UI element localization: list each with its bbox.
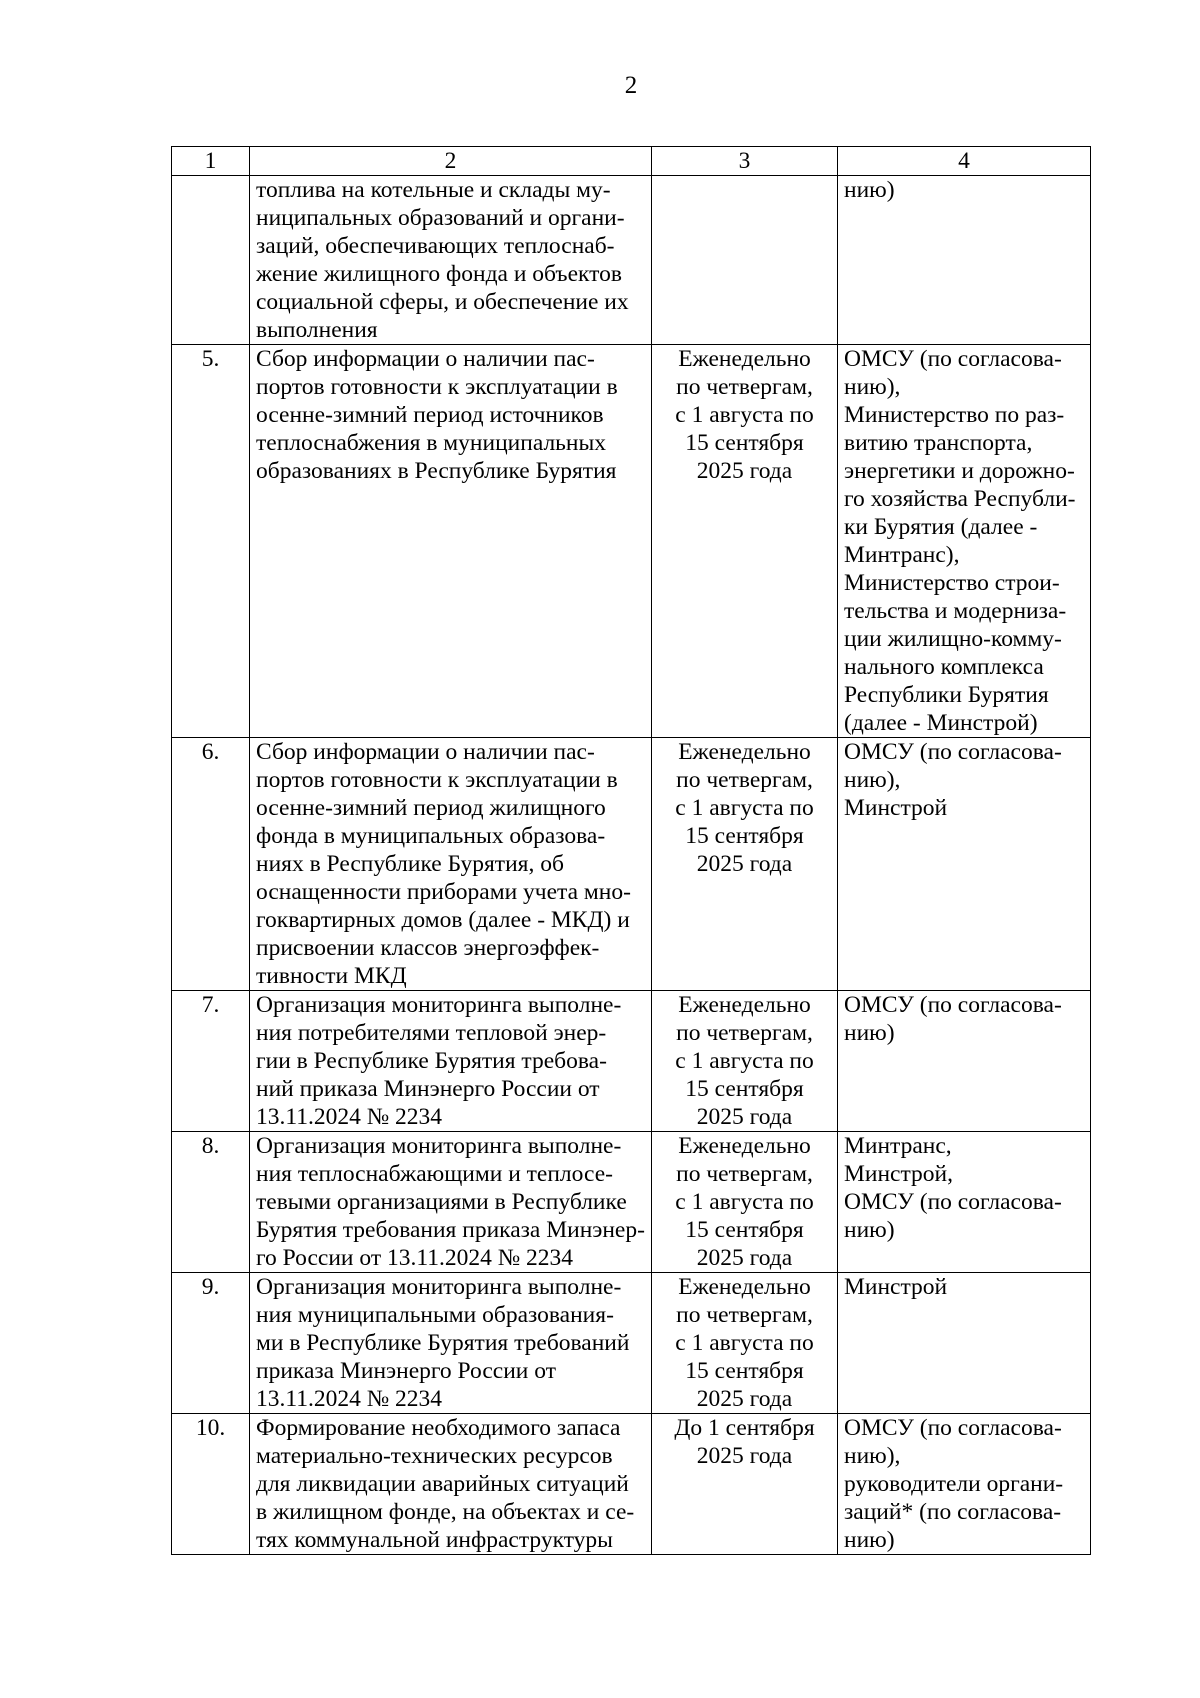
table-row	[172, 1273, 1091, 1414]
task-line: Сбор информации о наличии пас-	[256, 739, 595, 765]
responsible-line: ки Бурятия (далее -	[844, 514, 1038, 540]
responsible-line: ции жилищно-комму-	[844, 626, 1062, 652]
task-line: портов готовности к эксплуатации в	[256, 374, 618, 400]
task-line: Организация мониторинга выполне-	[256, 992, 622, 1018]
row-number-cell	[172, 1414, 250, 1555]
term-line: Еженедельно	[678, 992, 811, 1018]
task-line: фонда в муниципальных образова-	[256, 823, 606, 849]
task-line: тях коммунальной инфраструктуры	[256, 1527, 613, 1553]
row-number-cell	[172, 176, 250, 345]
term-line: 2025 года	[696, 1245, 793, 1271]
task-line: гоквартирных домов (далее - МКД) и	[256, 907, 630, 933]
plan-table-body	[172, 147, 1091, 1555]
row-number: 9.	[201, 1274, 220, 1300]
responsible-line: Минтранс),	[844, 542, 960, 568]
table-row	[172, 345, 1091, 738]
term-cell	[652, 1132, 838, 1273]
task-line: тивности МКД	[256, 963, 407, 989]
row-number-cell	[172, 738, 250, 991]
responsible-line: заций* (по согласова-	[844, 1499, 1062, 1525]
term-cell	[652, 345, 838, 738]
responsible-line: нального комплекса	[844, 654, 1044, 680]
term-line: 2025 года	[696, 1386, 793, 1412]
task-line: образованиях в Республике Бурятия	[256, 458, 617, 484]
row-number-cell	[172, 991, 250, 1132]
responsible-line: нию)	[844, 177, 895, 203]
responsible-cell	[838, 1414, 1091, 1555]
responsible-line: нию)	[844, 1020, 895, 1046]
term-line: 15 сентября	[685, 1217, 804, 1243]
row-number: 6.	[201, 739, 220, 765]
term-cell	[652, 176, 838, 345]
task-line: приказа Минэнерго России от	[256, 1358, 556, 1384]
responsible-line: Министерство по раз-	[844, 402, 1065, 428]
term-line: 15 сентября	[685, 1358, 804, 1384]
term-line: с 1 августа по	[675, 1189, 814, 1215]
task-line: гии в Республике Бурятия требова-	[256, 1048, 607, 1074]
responsible-line: ОМСУ (по согласова-	[844, 1415, 1062, 1441]
task-cell	[250, 738, 652, 991]
term-line: Еженедельно	[678, 1274, 811, 1300]
responsible-line: ОМСУ (по согласова-	[844, 346, 1062, 372]
column-header-1: 1	[172, 147, 250, 176]
task-line: ниципальных образований и органи-	[256, 205, 625, 231]
column-header-4: 4	[838, 147, 1091, 176]
responsible-cell	[838, 1273, 1091, 1414]
task-line: ния потребителями тепловой энер-	[256, 1020, 607, 1046]
task-line: Бурятия требования приказа Минэнер-	[256, 1217, 645, 1243]
plan-table	[171, 146, 1091, 1555]
row-number: 8.	[201, 1133, 220, 1159]
responsible-line: го хозяйства Республи-	[844, 486, 1076, 512]
term-line: Еженедельно	[678, 346, 811, 372]
responsible-line: нию),	[844, 374, 901, 400]
term-line: с 1 августа по	[675, 1048, 814, 1074]
task-line: Формирование необходимого запаса	[256, 1415, 621, 1441]
task-line: ми в Республике Бурятия требований	[256, 1330, 630, 1356]
term-line: с 1 августа по	[675, 795, 814, 821]
task-line: 13.11.2024 № 2234	[256, 1386, 443, 1412]
responsible-line: ОМСУ (по согласова-	[844, 992, 1062, 1018]
responsible-cell	[838, 1132, 1091, 1273]
responsible-line: (далее - Минстрой)	[844, 710, 1038, 736]
task-line: присвоении классов энергоэффек-	[256, 935, 600, 961]
term-line: 2025 года	[696, 1104, 793, 1130]
task-line: жение жилищного фонда и объектов	[256, 261, 622, 287]
table-row	[172, 1132, 1091, 1273]
term-line: 2025 года	[696, 851, 793, 877]
term-line: 15 сентября	[685, 430, 804, 456]
responsible-line: нию),	[844, 767, 901, 793]
task-cell	[250, 1273, 652, 1414]
task-line: выполнения	[256, 317, 378, 343]
responsible-line: Минстрой	[844, 1274, 948, 1300]
column-header-3: 3	[652, 147, 838, 176]
row-number: 7.	[201, 992, 220, 1018]
responsible-line: нию)	[844, 1217, 895, 1243]
task-line: материально-технических ресурсов	[256, 1443, 613, 1469]
term-line: по четвергам,	[676, 374, 813, 400]
responsible-line: витию транспорта,	[844, 430, 1033, 456]
task-line: 13.11.2024 № 2234	[256, 1104, 443, 1130]
task-line: топлива на котельные и склады му-	[256, 177, 611, 203]
term-line: по четвергам,	[676, 1020, 813, 1046]
term-cell	[652, 991, 838, 1132]
task-line: заций, обеспечивающих теплоснаб-	[256, 233, 615, 259]
task-line: в жилищном фонде, на объектах и се-	[256, 1499, 635, 1525]
task-line: ний приказа Минэнерго России от	[256, 1076, 600, 1102]
responsible-line: энергетики и дорожно-	[844, 458, 1075, 484]
row-number-cell	[172, 345, 250, 738]
term-line: с 1 августа по	[675, 1330, 814, 1356]
responsible-line: нию)	[844, 1527, 895, 1553]
row-number-cell	[172, 1273, 250, 1414]
task-cell	[250, 991, 652, 1132]
responsible-cell	[838, 991, 1091, 1132]
column-number-row	[172, 147, 1091, 176]
task-cell	[250, 176, 652, 345]
task-line: Сбор информации о наличии пас-	[256, 346, 595, 372]
task-line: теплоснабжения в муниципальных	[256, 430, 607, 456]
task-line: ния теплоснабжающими и теплосе-	[256, 1161, 613, 1187]
task-line: для ликвидации аварийных ситуаций	[256, 1471, 629, 1497]
task-cell	[250, 345, 652, 738]
task-line: Организация мониторинга выполне-	[256, 1274, 622, 1300]
task-line: осенне-зимний период источников	[256, 402, 604, 428]
task-line: го России от 13.11.2024 № 2234	[256, 1245, 574, 1271]
task-line: осенне-зимний период жилищного	[256, 795, 606, 821]
term-line: Еженедельно	[678, 739, 811, 765]
responsible-line: Минтранс,	[844, 1133, 952, 1159]
responsible-line: Республики Бурятия	[844, 682, 1049, 708]
term-line: 2025 года	[696, 1443, 793, 1469]
page-number: 2	[624, 72, 638, 99]
row-number: 5.	[201, 346, 220, 372]
term-cell	[652, 738, 838, 991]
task-line: ниях в Республике Бурятия, об	[256, 851, 564, 877]
row-number-cell	[172, 1132, 250, 1273]
term-line: Еженедельно	[678, 1133, 811, 1159]
responsible-line: Минстрой,	[844, 1161, 953, 1187]
term-line: 15 сентября	[685, 1076, 804, 1102]
term-line: по четвергам,	[676, 1302, 813, 1328]
term-line: по четвергам,	[676, 767, 813, 793]
task-cell	[250, 1132, 652, 1273]
row-number: 10.	[195, 1415, 226, 1441]
table-row	[172, 738, 1091, 991]
term-line: 2025 года	[696, 458, 793, 484]
term-line: До 1 сентября	[674, 1415, 815, 1441]
term-line: по четвергам,	[676, 1161, 813, 1187]
term-cell	[652, 1414, 838, 1555]
task-line: оснащенности приборами учета мно-	[256, 879, 631, 905]
table-row	[172, 991, 1091, 1132]
column-header-2: 2	[250, 147, 652, 176]
task-line: тевыми организациями в Республике	[256, 1189, 627, 1215]
task-line: социальной сферы, и обеспечение их	[256, 289, 629, 315]
responsible-line: нию),	[844, 1443, 901, 1469]
task-cell	[250, 1414, 652, 1555]
term-line: с 1 августа по	[675, 402, 814, 428]
responsible-line: Минстрой	[844, 795, 948, 821]
term-cell	[652, 1273, 838, 1414]
responsible-cell	[838, 176, 1091, 345]
responsible-line: ОМСУ (по согласова-	[844, 1189, 1062, 1215]
task-line: портов готовности к эксплуатации в	[256, 767, 618, 793]
table-row	[172, 1414, 1091, 1555]
table-row	[172, 176, 1091, 345]
responsible-line: Министерство строи-	[844, 570, 1060, 596]
responsible-line: тельства и модерниза-	[844, 598, 1067, 624]
task-line: ния муниципальными образования-	[256, 1302, 614, 1328]
responsible-line: ОМСУ (по согласова-	[844, 739, 1062, 765]
term-line: 15 сентября	[685, 823, 804, 849]
responsible-cell	[838, 345, 1091, 738]
task-line: Организация мониторинга выполне-	[256, 1133, 622, 1159]
responsible-cell	[838, 738, 1091, 991]
responsible-line: руководители органи-	[844, 1471, 1064, 1497]
